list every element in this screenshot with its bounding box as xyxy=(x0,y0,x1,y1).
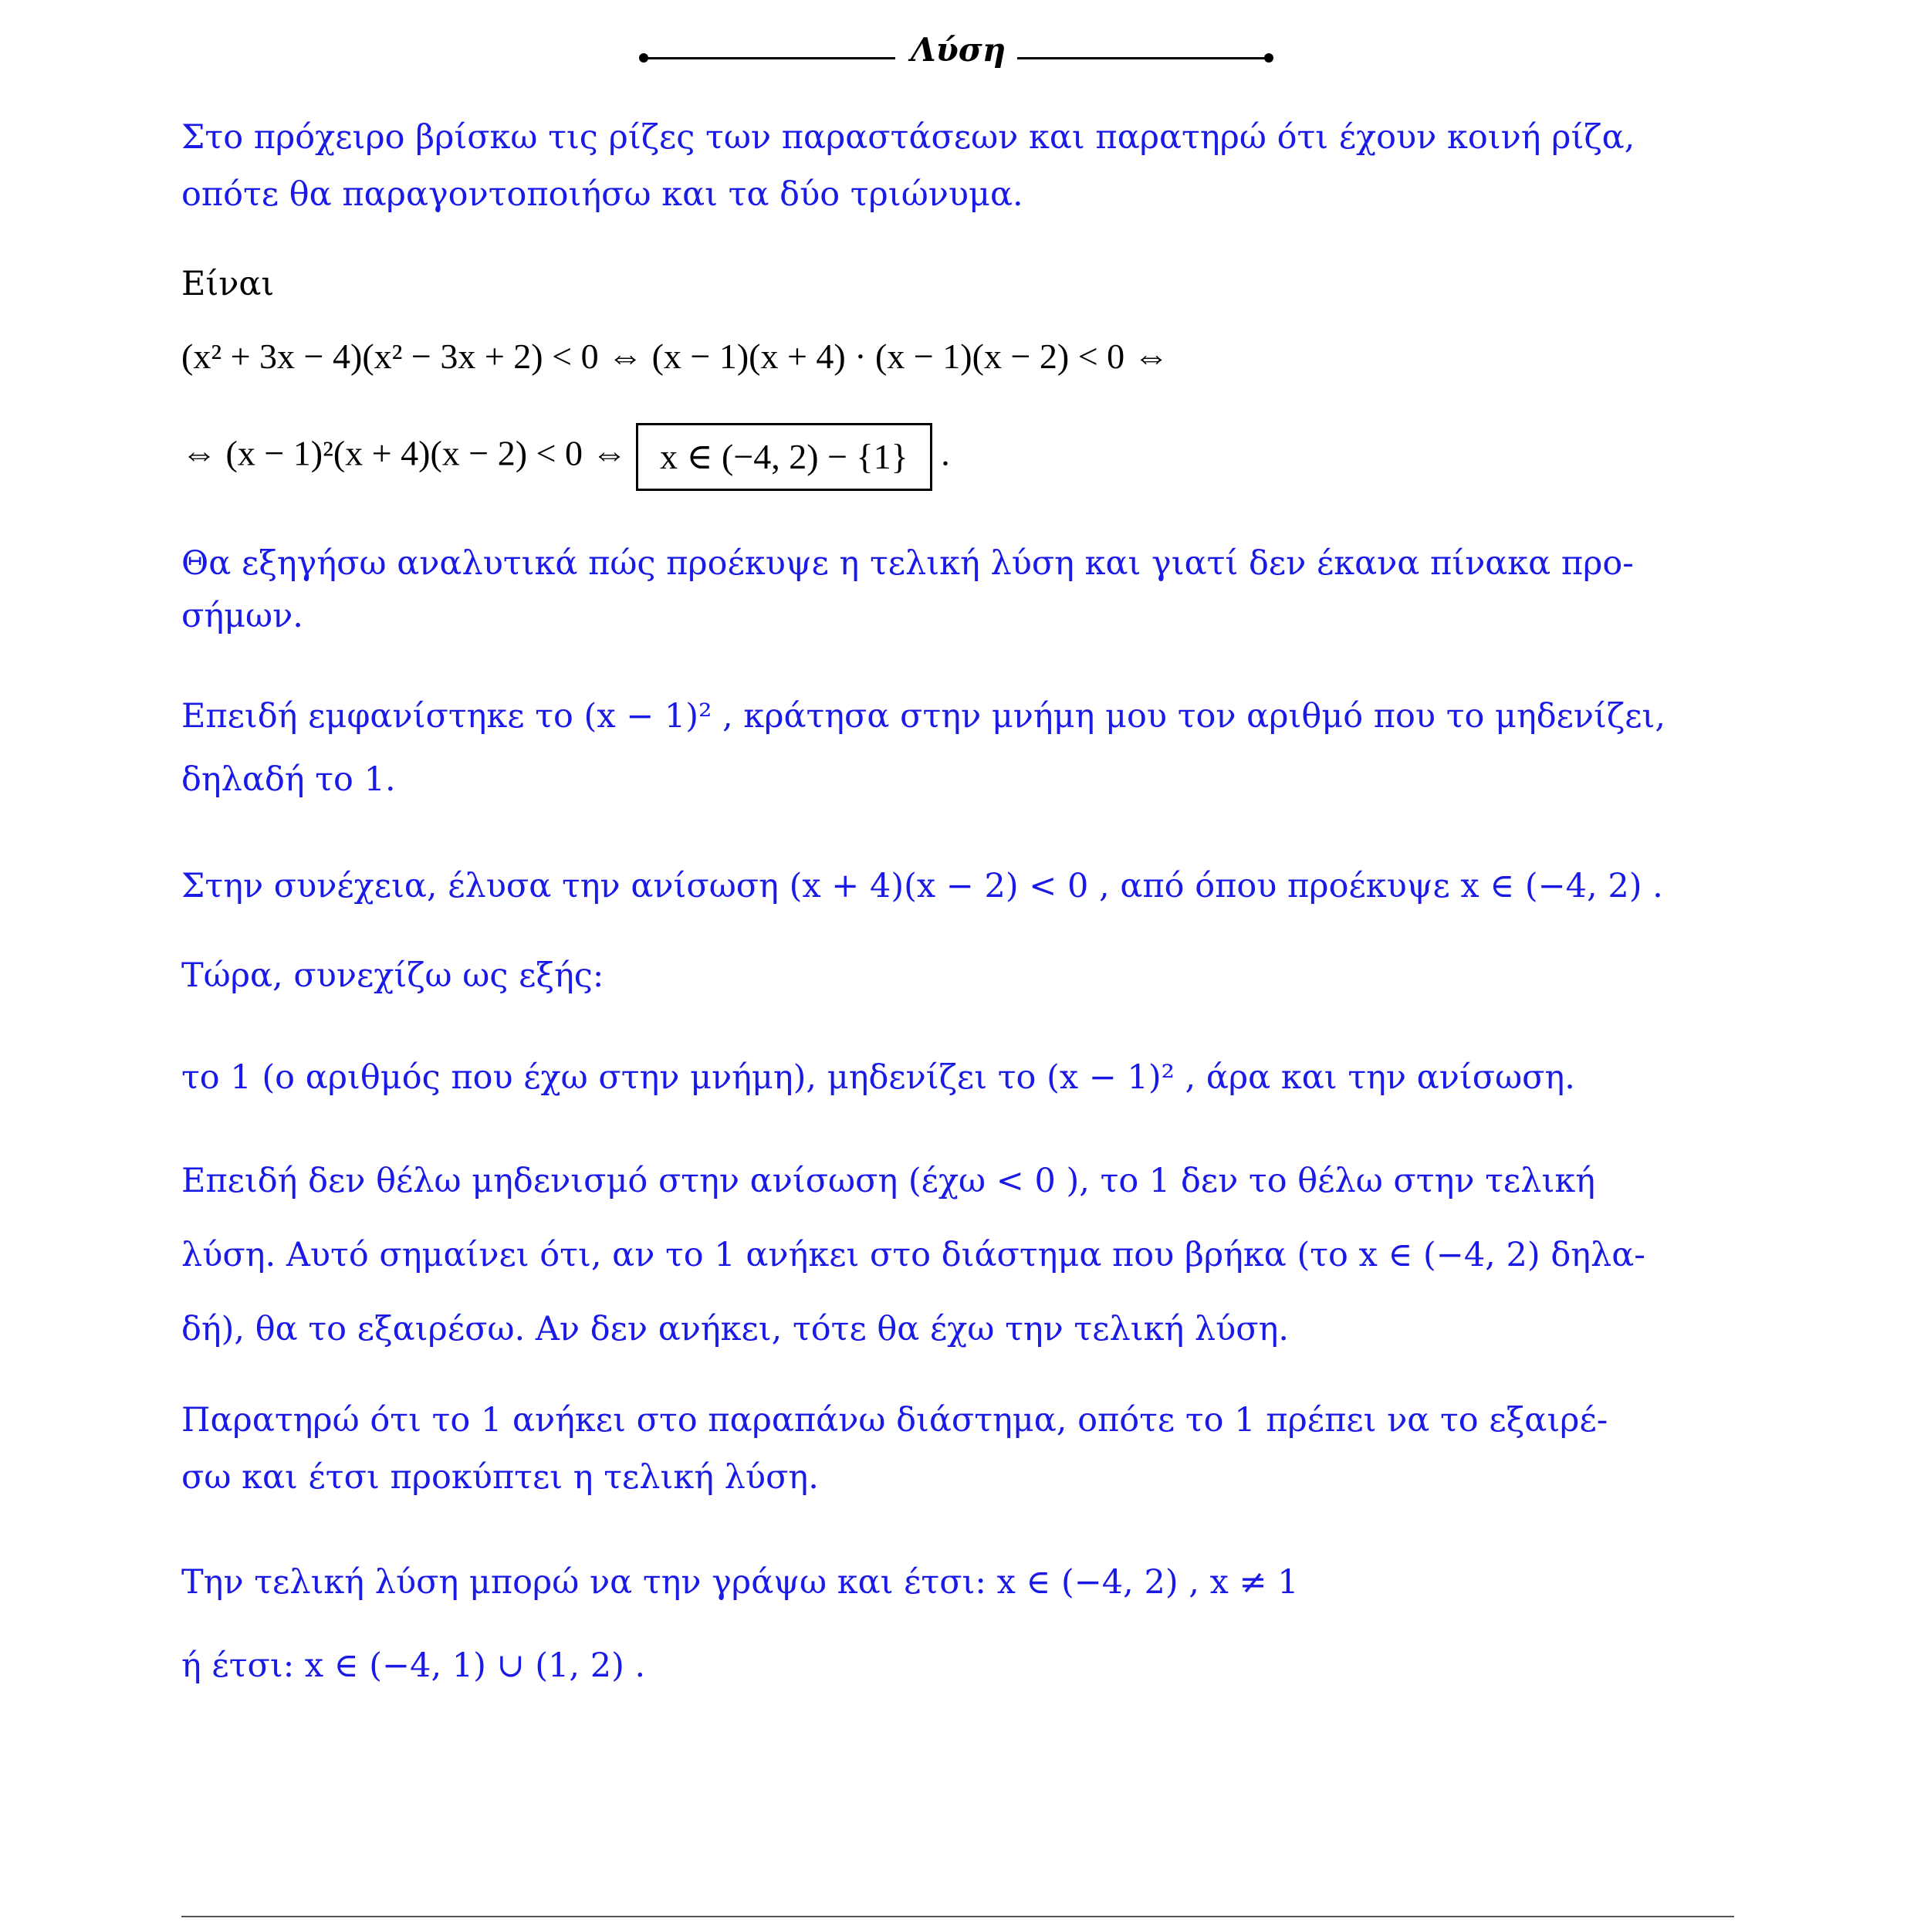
paragraph-5-line-1: Τώρα, συνεχίζω ως εξής: xyxy=(181,956,604,995)
paragraph-8-line-1: Παρατηρώ ότι το 1 ανήκει στο παραπάνω διάστημα, οπότε το 1 πρέπει να το εξαιρέ- xyxy=(181,1401,1608,1440)
equation-line-2-text: ⇔ (x − 1)²(x + 4)(x − 2) < 0 ⇔ xyxy=(181,433,627,473)
paragraph-9-line-2: ή έτσι: x ∈ (−4, 1) ∪ (1, 2) . xyxy=(181,1646,646,1685)
footer-rule xyxy=(181,1916,1734,1917)
paragraph-6-line-1: το 1 (ο αριθμός που έχω στην μνήμη), μηδενίζει το (x − 1)² , άρα και την ανίσωση. xyxy=(181,1058,1575,1097)
paragraph-7-line-2: λύση. Αυτό σημαίνει ότι, αν το 1 ανήκει στο διάστημα που βρήκα (το x ∈ (−4, 2) δηλα- xyxy=(181,1236,1645,1274)
header-right-dot xyxy=(1264,53,1273,63)
section-title: Λύση xyxy=(911,31,1006,69)
einai-label: Είναι xyxy=(181,265,275,303)
paragraph-3-line-1: Επειδή εμφανίστηκε το (x − 1)² , κράτησα στην μνήμη μου τον αριθμό που το μηδενίζει, xyxy=(181,697,1666,736)
paragraph-2-line-1: Θα εξηγήσω αναλυτικά πώς προέκυψε η τελική λύση και γιατί δεν έκανα πίνακα προ- xyxy=(181,544,1634,583)
paragraph-8-line-2: σω και έτσι προκύπτει η τελική λύση. xyxy=(181,1458,819,1497)
equation-line-2 xyxy=(181,423,950,491)
header-right-rule xyxy=(1017,57,1269,59)
equation-line-1: (x² + 3x − 4)(x² − 3x + 2) < 0 ⇔ (x − 1)(x + 4) · (x − 1)(x − 2) < 0 ⇔ xyxy=(181,337,1169,376)
paragraph-7-line-3: δή), θα το εξαιρέσω. Αν δεν ανήκει, τότε θα έχω την τελική λύση. xyxy=(181,1310,1290,1348)
paragraph-3-line-2: δηλαδή το 1. xyxy=(181,760,396,799)
final-answer-box: x ∈ (−4, 2) − {1} xyxy=(636,423,932,491)
paragraph-1-line-2: οπότε θα παραγοντοποιήσω και τα δύο τριώνυμα. xyxy=(181,175,1023,214)
header-left-rule xyxy=(644,57,895,59)
paragraph-2-line-2: σήμων. xyxy=(181,597,303,635)
paragraph-9-line-1: Την τελική λύση μπορώ να την γράψω και έτσι: x ∈ (−4, 2) , x ≠ 1 xyxy=(181,1563,1299,1602)
section-header xyxy=(0,31,1914,85)
equation-line-2-end: . xyxy=(941,433,950,473)
paragraph-1-line-1: Στο πρόχειρο βρίσκω τις ρίζες των παραστάσεων και παρατηρώ ότι έχουν κοινή ρίζα, xyxy=(181,118,1635,157)
paragraph-4-line-1: Στην συνέχεια, έλυσα την ανίσωση (x + 4)(x − 2) < 0 , από όπου προέκυψε x ∈ (−4, 2) . xyxy=(181,867,1663,905)
paragraph-7-line-1: Επειδή δεν θέλω μηδενισμό στην ανίσωση (έχω < 0 ), το 1 δεν το θέλω στην τελική xyxy=(181,1162,1595,1200)
